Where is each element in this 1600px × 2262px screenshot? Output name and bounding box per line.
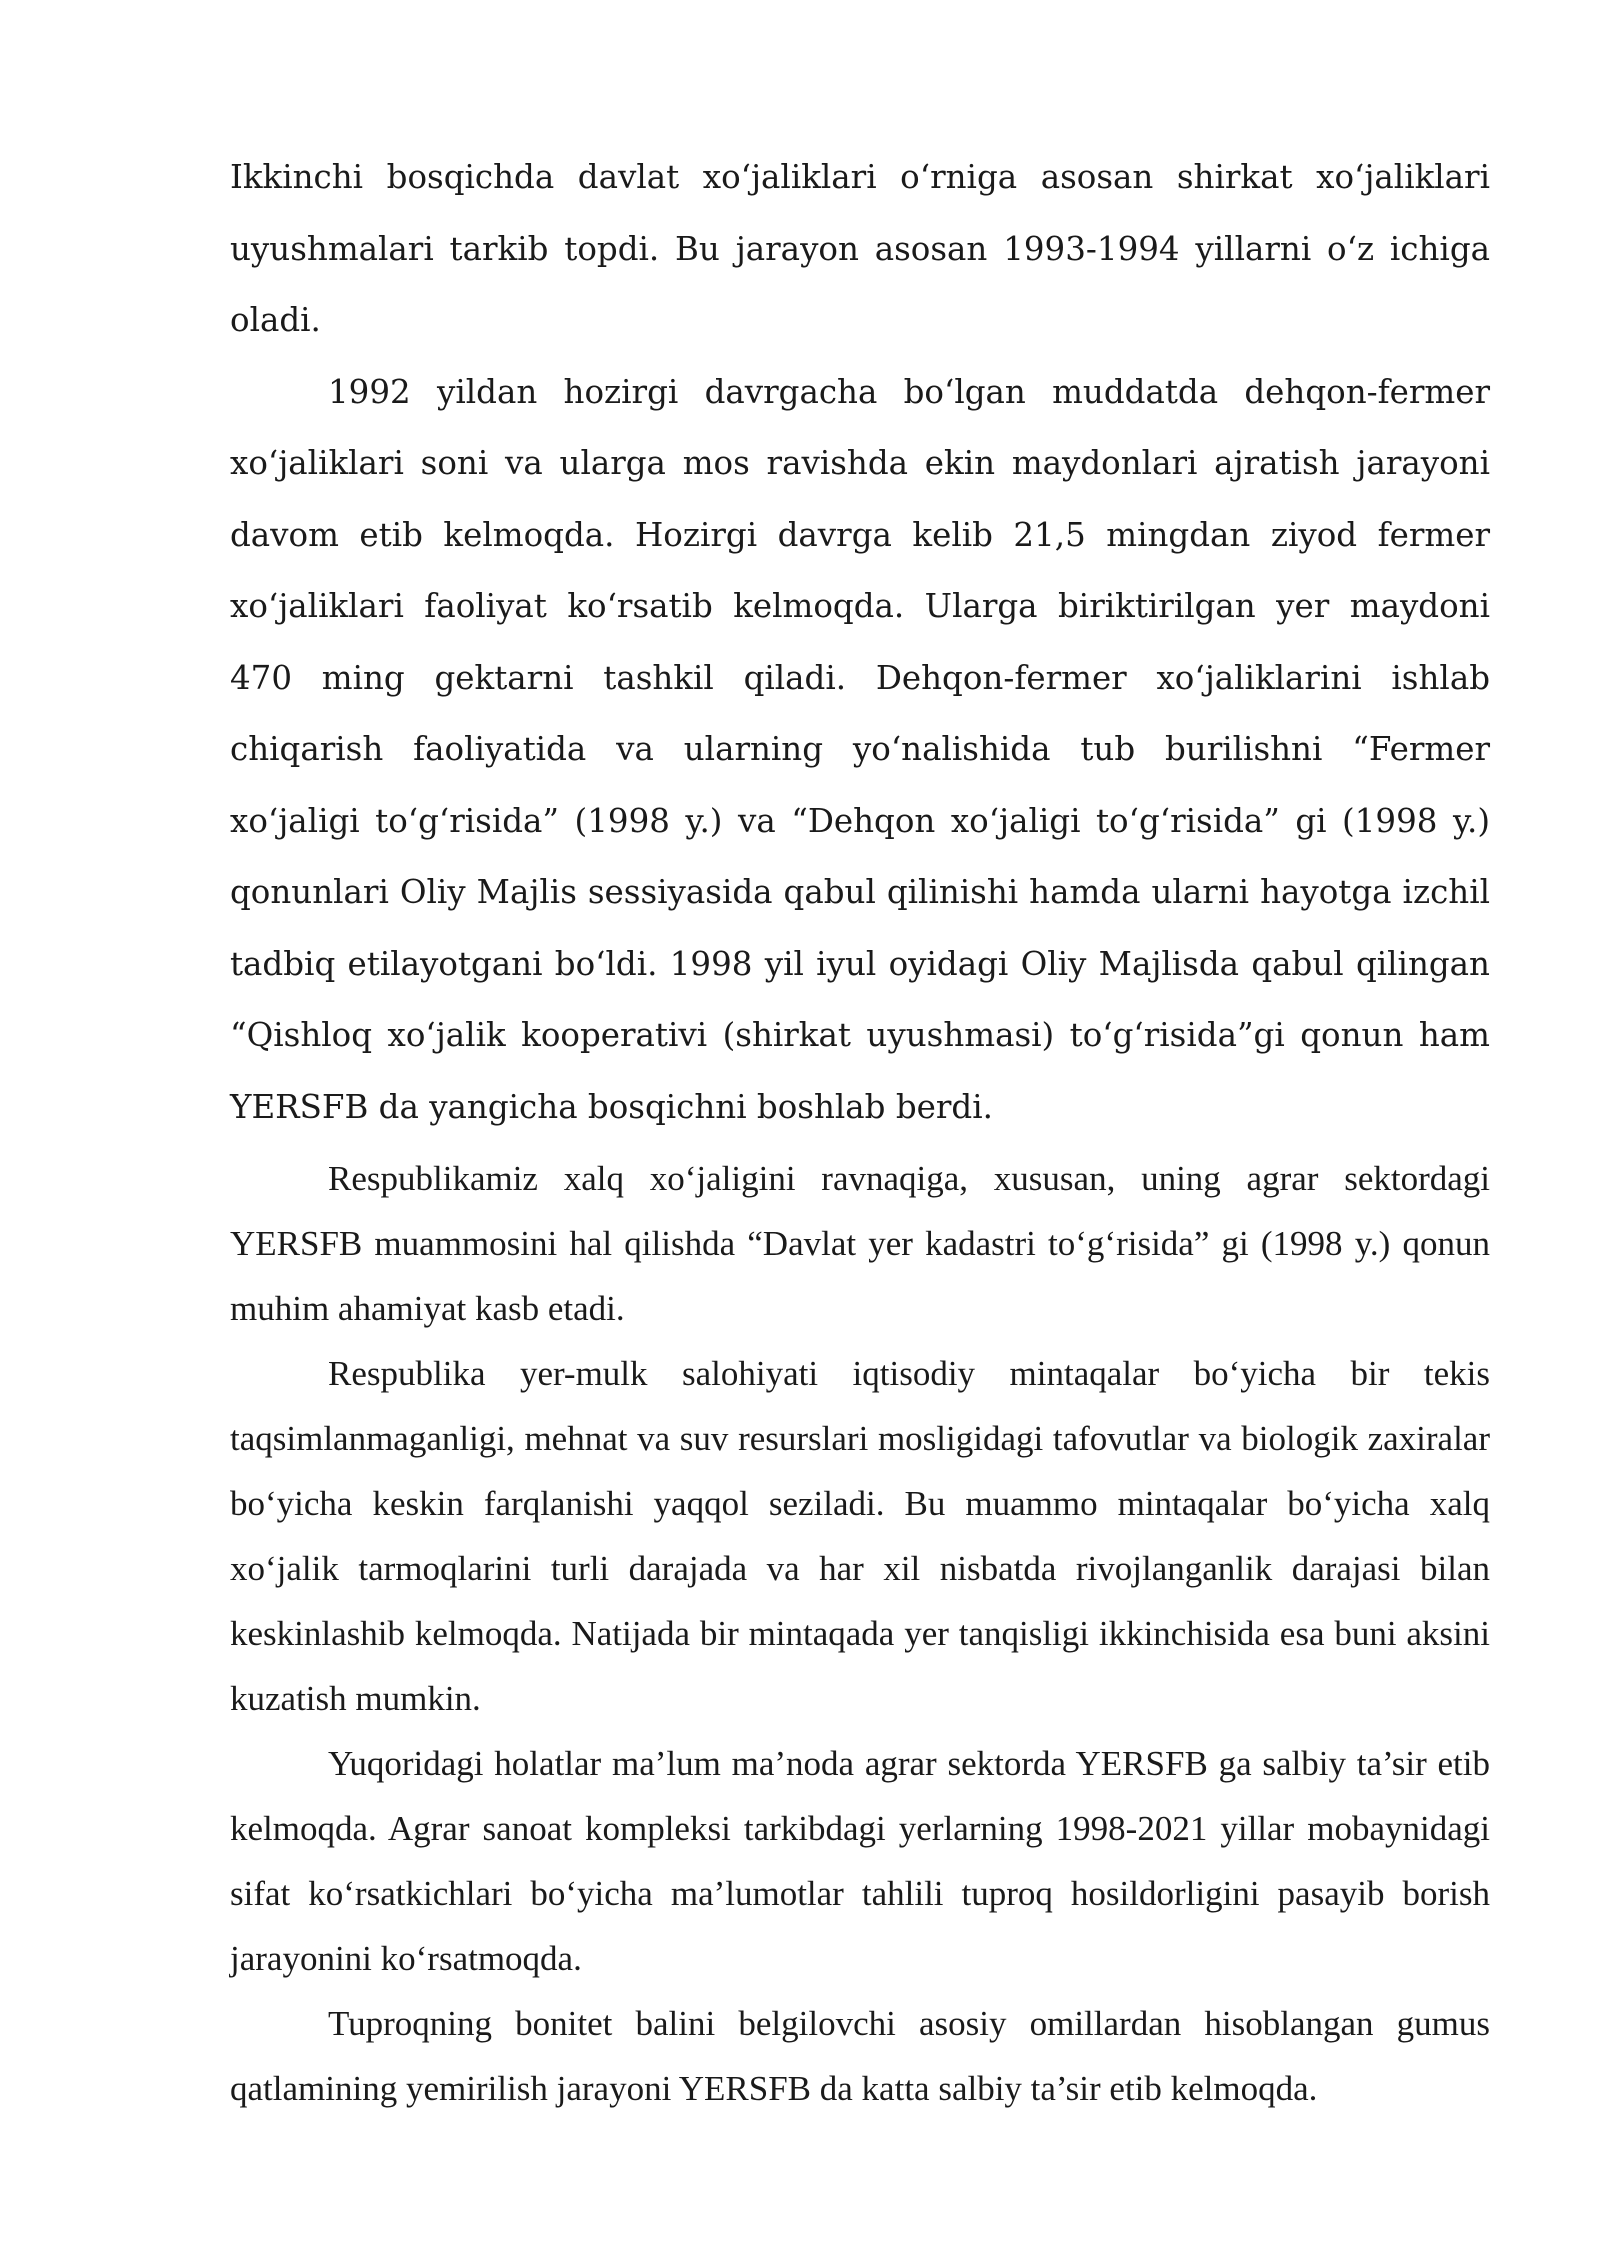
text-section-a: [230, 142, 1490, 1143]
paragraph-stage-two: Ikkinchi bosqichda davlat xo‘jaliklari o‘rniga asosan shirkat xo‘jaliklari uyushmalari tarkib topdi. Bu jarayon asosan 1993-1994 yillarni o‘z ichiga oladi.: [230, 158, 1490, 339]
paragraph-farmer-households: 1992 yildan hozirgi davrgacha bo‘lgan muddatda dehqon-fermer xo‘jaliklari soni va ularga mos ravishda ekin maydonlari ajratish jarayoni davom etib kelmoqda. Hozirgi davrga kelib 21,5 mingdan ziyod fermer xo‘jaliklari faoliyat ko‘rsatib kelmoqda. Ularga biriktirilgan yer maydoni 470 ming gektarni tashkil qiladi. Dehqon-fermer xo‘jaliklarini ishlab chiqarish faoliyatida va ularning yo‘nalishida tub burilishni “Fermer xo‘jaligi to‘g‘risida” (1998 y.) va “Dehqon xo‘jaligi to‘g‘risida” gi (1998 y.) qonunlari Oliy Majlis sessiyasida qabul qilinishi hamda ularni hayotga izchil tadbiq etilayotgani bo‘ldi. 1998 yil iyul oyidagi Oliy Majlisda qabul qilingan “Qishloq xo‘jalik kooperativi (shirkat uyushmasi) to‘g‘risida”gi qonun ham YERSFB da yangicha bosqichni boshlab berdi.: [230, 372, 1490, 1126]
paragraph-negative-impact: Yuqoridagi holatlar ma’lum ma’noda agrar sektorda YERSFB ga salbiy ta’sir etib kelmoqda. Agrar sanoat kompleksi tarkibdagi yerlarning 1998-2021 yillar mobaynidagi sifat ko‘rsatkichlari bo‘yicha ma’lumotlar tahlili tuproq hosildorligini pasayib borish jarayonini ko‘rsatmoqda.: [230, 1744, 1490, 1978]
paragraph-humus-erosion: Tuproqning bonitet balini belgilovchi asosiy omillardan hisoblangan gumus qatlamining yemirilish jarayoni YERSFB da katta salbiy ta’sir etib kelmoqda.: [230, 2004, 1490, 2108]
paragraph-land-cadastre-law: Respublikamiz xalq xo‘jaligini ravnaqiga, xususan, uning agrar sektordagi YERSFB muammosini hal qilishda “Davlat yer kadastri to‘g‘risida” gi (1998 y.) qonun muhim ahamiyat kasb etadi.: [230, 1159, 1490, 1328]
text-section-b: [230, 1146, 1490, 2121]
paragraph-regional-distribution: Respublika yer-mulk salohiyati iqtisodiy mintaqalar bo‘yicha bir tekis taqsimlanmaganligi, mehnat va suv resurslari mosligidagi tafovutlar va biologik zaxiralar bo‘yicha keskin farqlanishi yaqqol seziladi. Bu muammo mintaqalar bo‘yicha xalq xo‘jalik tarmoqlarini turli darajada va har xil nisbatda rivojlanganlik darajasi bilan keskinlashib kelmoqda. Natijada bir mintaqada yer tanqisligi ikkinchisida esa buni aksini kuzatish mumkin.: [230, 1354, 1490, 1718]
